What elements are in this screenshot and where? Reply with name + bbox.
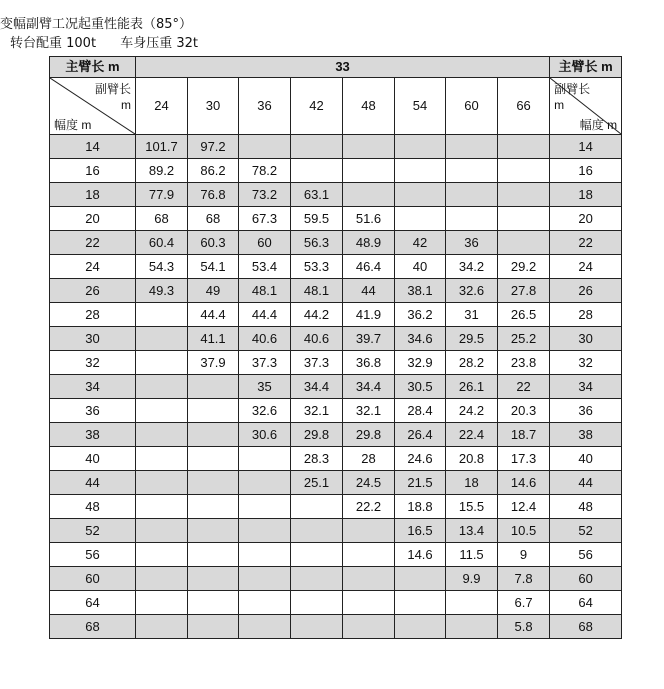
capacity-cell (188, 399, 239, 423)
capacity-cell: 29.8 (343, 423, 395, 447)
diagonal-header-right (550, 78, 622, 135)
capacity-cell: 28.2 (446, 351, 498, 375)
capacity-cell (446, 207, 498, 231)
radius-cell: 14 (50, 135, 136, 159)
capacity-cell: 41.1 (188, 327, 239, 351)
capacity-cell: 18 (446, 471, 498, 495)
capacity-cell: 12.4 (498, 495, 550, 519)
capacity-cell (395, 207, 446, 231)
capacity-cell (498, 207, 550, 231)
capacity-cell: 86.2 (188, 159, 239, 183)
capacity-cell (188, 615, 239, 639)
capacity-cell (343, 543, 395, 567)
capacity-cell: 24.2 (446, 399, 498, 423)
capacity-cell (343, 567, 395, 591)
capacity-cell (498, 135, 550, 159)
capacity-cell: 38.1 (395, 279, 446, 303)
capacity-cell (291, 543, 343, 567)
capacity-cell (395, 591, 446, 615)
capacity-cell (136, 327, 188, 351)
radius-cell: 18 (50, 183, 136, 207)
capacity-cell: 37.3 (291, 351, 343, 375)
radius-cell: 32 (50, 351, 136, 375)
capacity-cell: 32.1 (343, 399, 395, 423)
jib-length-42: 42 (291, 78, 343, 135)
capacity-cell: 32.6 (446, 279, 498, 303)
capacity-cell: 40.6 (291, 327, 343, 351)
capacity-cell: 22.4 (446, 423, 498, 447)
jib-length-30: 30 (188, 78, 239, 135)
radius-cell-right: 56 (550, 543, 622, 567)
capacity-cell: 14.6 (395, 543, 446, 567)
capacity-cell (291, 519, 343, 543)
capacity-cell: 27.8 (498, 279, 550, 303)
table-row (50, 279, 622, 303)
capacity-cell (188, 567, 239, 591)
capacity-cell: 77.9 (136, 183, 188, 207)
radius-cell-right: 34 (550, 375, 622, 399)
radius-cell: 48 (50, 495, 136, 519)
radius-label: 幅度 m (579, 118, 618, 132)
jib-length-54: 54 (395, 78, 446, 135)
jib-length-24: 24 (136, 78, 188, 135)
jib-label: 副臂长 (94, 82, 131, 96)
capacity-cell: 7.8 (498, 567, 550, 591)
diagonal-header-left (50, 78, 136, 135)
capacity-cell: 34.4 (343, 375, 395, 399)
radius-cell-right: 26 (550, 279, 622, 303)
radius-cell: 56 (50, 543, 136, 567)
capacity-cell: 59.5 (291, 207, 343, 231)
capacity-cell: 48.1 (291, 279, 343, 303)
radius-cell: 68 (50, 615, 136, 639)
capacity-cell: 30.5 (395, 375, 446, 399)
capacity-cell (188, 543, 239, 567)
ballast-label: 车身压重 32t (120, 36, 198, 51)
capacity-cell: 28.4 (395, 399, 446, 423)
radius-cell-right: 40 (550, 447, 622, 471)
capacity-cell (188, 495, 239, 519)
capacity-cell (136, 351, 188, 375)
radius-cell: 16 (50, 159, 136, 183)
capacity-cell (136, 495, 188, 519)
capacity-cell: 32.9 (395, 351, 446, 375)
table-row (50, 543, 622, 567)
capacity-cell: 54.3 (136, 255, 188, 279)
radius-cell-right: 48 (550, 495, 622, 519)
capacity-cell: 60 (239, 231, 291, 255)
capacity-cell: 40 (395, 255, 446, 279)
capacity-cell: 15.5 (446, 495, 498, 519)
capacity-cell: 23.8 (498, 351, 550, 375)
capacity-cell (446, 135, 498, 159)
capacity-cell (239, 519, 291, 543)
radius-cell: 26 (50, 279, 136, 303)
capacity-cell: 48.1 (239, 279, 291, 303)
capacity-cell: 9.9 (446, 567, 498, 591)
capacity-cell: 46.4 (343, 255, 395, 279)
radius-cell-right: 64 (550, 591, 622, 615)
capacity-cell: 28.3 (291, 447, 343, 471)
capacity-cell (343, 159, 395, 183)
capacity-cell (239, 495, 291, 519)
capacity-cell: 68 (136, 207, 188, 231)
capacity-cell: 5.8 (498, 615, 550, 639)
capacity-cell (343, 615, 395, 639)
table-row (50, 471, 622, 495)
capacity-cell: 32.1 (291, 399, 343, 423)
capacity-cell (188, 591, 239, 615)
capacity-cell: 44.2 (291, 303, 343, 327)
capacity-cell (395, 567, 446, 591)
capacity-cell: 14.6 (498, 471, 550, 495)
capacity-cell: 48.9 (343, 231, 395, 255)
capacity-cell: 18.7 (498, 423, 550, 447)
capacity-cell: 32.6 (239, 399, 291, 423)
capacity-cell: 6.7 (498, 591, 550, 615)
capacity-cell: 24.6 (395, 447, 446, 471)
capacity-cell (239, 447, 291, 471)
capacity-cell: 67.3 (239, 207, 291, 231)
radius-cell: 22 (50, 231, 136, 255)
capacity-cell: 29.8 (291, 423, 343, 447)
radius-cell-right: 16 (550, 159, 622, 183)
table-row (50, 135, 622, 159)
table-title: 变幅副臂工况起重性能表（85°） (0, 17, 193, 32)
capacity-cell (291, 495, 343, 519)
capacity-cell: 30.6 (239, 423, 291, 447)
capacity-cell: 26.1 (446, 375, 498, 399)
table-row (50, 375, 622, 399)
capacity-cell: 54.1 (188, 255, 239, 279)
capacity-cell: 53.4 (239, 255, 291, 279)
capacity-cell (136, 567, 188, 591)
capacity-cell: 11.5 (446, 543, 498, 567)
capacity-cell (343, 519, 395, 543)
capacity-cell (188, 423, 239, 447)
capacity-cell (239, 567, 291, 591)
main-boom-value: 33 (136, 57, 550, 78)
capacity-cell: 9 (498, 543, 550, 567)
main-boom-label-left: 主臂长 m (50, 57, 136, 78)
table-row (50, 351, 622, 375)
capacity-cell: 63.1 (291, 183, 343, 207)
capacity-cell (239, 591, 291, 615)
table-row (50, 183, 622, 207)
counterweight-label: 转台配重 100t (10, 36, 97, 51)
jib-length-60: 60 (446, 78, 498, 135)
jib-length-48: 48 (343, 78, 395, 135)
radius-cell: 60 (50, 567, 136, 591)
capacity-cell: 25.1 (291, 471, 343, 495)
capacity-cell (291, 615, 343, 639)
table-row (50, 327, 622, 351)
capacity-cell: 28 (343, 447, 395, 471)
capacity-cell (446, 159, 498, 183)
capacity-cell (291, 159, 343, 183)
capacity-cell: 44.4 (188, 303, 239, 327)
capacity-cell: 44.4 (239, 303, 291, 327)
capacity-cell: 60.3 (188, 231, 239, 255)
capacity-cell: 89.2 (136, 159, 188, 183)
radius-cell-right: 36 (550, 399, 622, 423)
table-row (50, 495, 622, 519)
capacity-cell (498, 159, 550, 183)
radius-cell: 34 (50, 375, 136, 399)
table-row (50, 207, 622, 231)
capacity-cell (136, 447, 188, 471)
capacity-cell: 53.3 (291, 255, 343, 279)
capacity-cell (136, 519, 188, 543)
capacity-cell: 39.7 (343, 327, 395, 351)
radius-cell: 28 (50, 303, 136, 327)
capacity-cell (136, 423, 188, 447)
capacity-cell (136, 615, 188, 639)
capacity-cell: 20.8 (446, 447, 498, 471)
capacity-cell (343, 135, 395, 159)
radius-cell-right: 20 (550, 207, 622, 231)
capacity-cell (136, 543, 188, 567)
jib-unit: m (121, 98, 131, 112)
radius-cell-right: 60 (550, 567, 622, 591)
radius-cell-right: 24 (550, 255, 622, 279)
table-row (50, 567, 622, 591)
jib-length-36: 36 (239, 78, 291, 135)
main-boom-label-right: 主臂长 m (550, 57, 622, 78)
radius-cell-right: 28 (550, 303, 622, 327)
table-row (50, 399, 622, 423)
capacity-cell (395, 615, 446, 639)
capacity-cell (343, 591, 395, 615)
capacity-cell: 37.3 (239, 351, 291, 375)
capacity-cell: 18.8 (395, 495, 446, 519)
header-row-jib (50, 78, 622, 135)
table-row (50, 159, 622, 183)
capacity-cell: 29.2 (498, 255, 550, 279)
table-row (50, 423, 622, 447)
capacity-cell (136, 399, 188, 423)
capacity-cell: 36.8 (343, 351, 395, 375)
capacity-cell (446, 615, 498, 639)
table-row (50, 255, 622, 279)
radius-cell-right: 30 (550, 327, 622, 351)
capacity-cell: 29.5 (446, 327, 498, 351)
capacity-cell (498, 183, 550, 207)
header-row-main-boom (50, 57, 622, 78)
jib-label: 副臂长 (554, 82, 591, 96)
capacity-cell: 25.2 (498, 327, 550, 351)
radius-cell: 38 (50, 423, 136, 447)
capacity-cell (239, 615, 291, 639)
capacity-cell: 36 (446, 231, 498, 255)
capacity-cell (239, 471, 291, 495)
capacity-cell: 22.2 (343, 495, 395, 519)
radius-cell-right: 32 (550, 351, 622, 375)
capacity-cell: 35 (239, 375, 291, 399)
radius-cell: 36 (50, 399, 136, 423)
capacity-cell (136, 591, 188, 615)
capacity-cell (446, 183, 498, 207)
table-row (50, 615, 622, 639)
capacity-cell (136, 303, 188, 327)
capacity-cell: 34.4 (291, 375, 343, 399)
capacity-cell: 41.9 (343, 303, 395, 327)
capacity-cell: 21.5 (395, 471, 446, 495)
jib-length-66: 66 (498, 78, 550, 135)
table-row (50, 447, 622, 471)
capacity-cell: 37.9 (188, 351, 239, 375)
capacity-cell: 26.5 (498, 303, 550, 327)
capacity-cell (395, 135, 446, 159)
capacity-cell: 49.3 (136, 279, 188, 303)
capacity-cell (188, 447, 239, 471)
capacity-cell: 31 (446, 303, 498, 327)
radius-cell-right: 22 (550, 231, 622, 255)
table-subtitle (0, 36, 664, 52)
capacity-cell: 34.6 (395, 327, 446, 351)
capacity-cell (395, 159, 446, 183)
capacity-cell (188, 375, 239, 399)
capacity-cell: 56.3 (291, 231, 343, 255)
capacity-cell (136, 471, 188, 495)
capacity-cell (291, 591, 343, 615)
capacity-cell: 101.7 (136, 135, 188, 159)
radius-cell-right: 52 (550, 519, 622, 543)
capacity-cell (291, 135, 343, 159)
capacity-cell: 17.3 (498, 447, 550, 471)
radius-label: 幅度 m (54, 118, 92, 132)
radius-cell: 30 (50, 327, 136, 351)
table-row (50, 591, 622, 615)
capacity-cell: 10.5 (498, 519, 550, 543)
radius-cell-right: 38 (550, 423, 622, 447)
capacity-cell: 97.2 (188, 135, 239, 159)
radius-cell: 40 (50, 447, 136, 471)
capacity-cell: 78.2 (239, 159, 291, 183)
jib-unit: m (554, 98, 565, 112)
capacity-cell: 24.5 (343, 471, 395, 495)
capacity-cell (395, 183, 446, 207)
capacity-cell: 36.2 (395, 303, 446, 327)
capacity-cell: 49 (188, 279, 239, 303)
capacity-cell: 40.6 (239, 327, 291, 351)
capacity-cell: 34.2 (446, 255, 498, 279)
capacity-cell: 13.4 (446, 519, 498, 543)
capacity-cell (291, 567, 343, 591)
radius-cell: 20 (50, 207, 136, 231)
radius-cell-right: 44 (550, 471, 622, 495)
load-chart-table (49, 56, 622, 639)
capacity-cell (239, 135, 291, 159)
radius-cell-right: 18 (550, 183, 622, 207)
capacity-cell: 26.4 (395, 423, 446, 447)
capacity-cell (446, 591, 498, 615)
table-row (50, 303, 622, 327)
capacity-cell (188, 471, 239, 495)
capacity-cell: 68 (188, 207, 239, 231)
table-row (50, 231, 622, 255)
capacity-cell: 42 (395, 231, 446, 255)
radius-cell: 44 (50, 471, 136, 495)
capacity-cell: 73.2 (239, 183, 291, 207)
table-row (50, 519, 622, 543)
capacity-cell: 60.4 (136, 231, 188, 255)
radius-cell: 64 (50, 591, 136, 615)
radius-cell: 52 (50, 519, 136, 543)
capacity-cell (343, 183, 395, 207)
capacity-cell (239, 543, 291, 567)
capacity-cell: 22 (498, 375, 550, 399)
radius-cell: 24 (50, 255, 136, 279)
radius-cell-right: 68 (550, 615, 622, 639)
capacity-cell: 20.3 (498, 399, 550, 423)
capacity-cell: 51.6 (343, 207, 395, 231)
capacity-cell: 76.8 (188, 183, 239, 207)
capacity-cell: 44 (343, 279, 395, 303)
capacity-cell: 16.5 (395, 519, 446, 543)
capacity-cell (498, 231, 550, 255)
radius-cell-right: 14 (550, 135, 622, 159)
capacity-cell (136, 375, 188, 399)
capacity-cell (188, 519, 239, 543)
